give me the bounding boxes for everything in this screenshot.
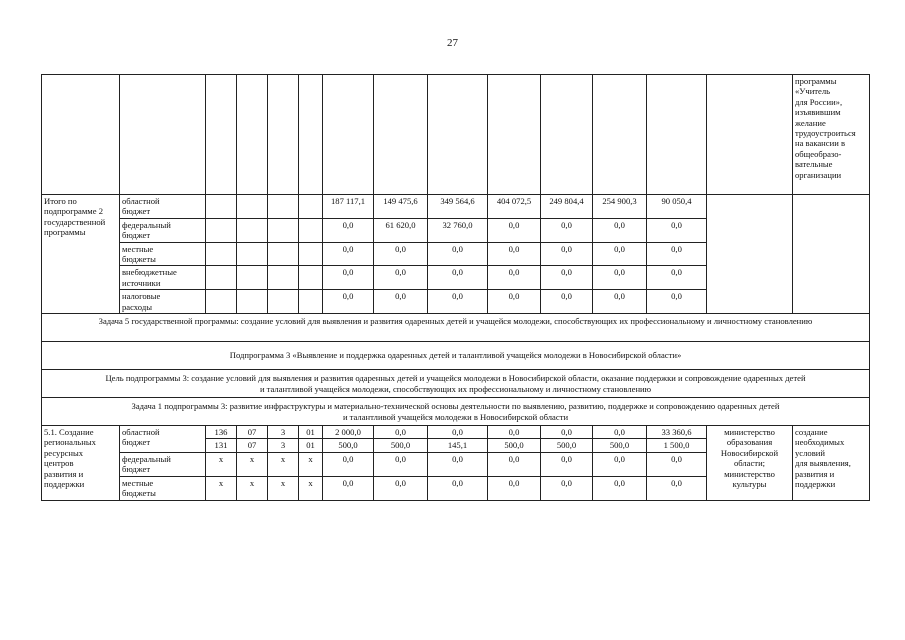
cell-empty	[707, 195, 793, 314]
text-line: бюджет	[122, 230, 151, 241]
value-cell: 0,0	[374, 242, 428, 266]
itogo-label-cell	[42, 195, 120, 314]
value-cell: 0,0	[488, 452, 541, 476]
value-cell: 0,0	[647, 242, 707, 266]
cell-empty	[593, 75, 647, 195]
value-cell: 0,0	[488, 476, 541, 500]
text-line: бюджет	[122, 464, 151, 475]
text-line: федеральный	[122, 453, 171, 464]
value-cell: 0,0	[488, 242, 541, 266]
cell-empty	[237, 266, 268, 290]
value-cell: 500,0	[374, 439, 428, 452]
cell-empty	[299, 290, 323, 314]
text-line: и талантливой учащейся молодежи в Новосибирской области	[342, 411, 569, 422]
code-cell: x	[206, 476, 237, 500]
source-cell	[120, 476, 206, 500]
text-line: для выявления,	[795, 458, 851, 469]
cell-empty	[647, 75, 707, 195]
cell-empty	[299, 242, 323, 266]
value-cell: 349 564,6	[428, 195, 488, 219]
value-cell: 0,0	[541, 218, 593, 242]
value-cell: 500,0	[488, 439, 541, 452]
text-line: и талантливой учащейся молодежи, способствующих их профессиональному и личностному становлению	[259, 383, 652, 394]
text-line: бюджет	[122, 206, 151, 217]
source-cell	[120, 242, 206, 266]
source-cell	[120, 266, 206, 290]
cell-empty	[299, 266, 323, 290]
task1-heading	[42, 398, 870, 426]
value-cell: 0,0	[647, 476, 707, 500]
cell-empty	[268, 195, 299, 219]
text-line: культуры	[732, 479, 767, 490]
cell-empty	[120, 75, 206, 195]
text-line: местные	[122, 477, 154, 488]
table-row	[42, 398, 870, 426]
code-cell: 131	[206, 439, 237, 452]
value-cell: 0,0	[593, 242, 647, 266]
text-line: подпрограмме 2	[44, 206, 103, 217]
code-cell: x	[237, 452, 268, 476]
cell-empty	[268, 290, 299, 314]
value-cell: 0,0	[428, 266, 488, 290]
cell-empty	[206, 75, 237, 195]
text-line: Задача 1 подпрограммы 3: развитие инфраструктуры и материально-технической основы деятельности по выявлению, развитию, поддержке и сопровождению одаренных детей	[131, 401, 780, 412]
cell-empty	[237, 242, 268, 266]
text-line: программы	[795, 76, 837, 86]
value-cell: 33 360,6	[647, 426, 707, 439]
code-cell: 3	[268, 439, 299, 452]
cell-empty	[428, 75, 488, 195]
value-cell: 0,0	[488, 218, 541, 242]
cell-empty	[237, 195, 268, 219]
value-cell: 2 000,0	[323, 426, 374, 439]
value-cell: 0,0	[647, 290, 707, 314]
table-row	[42, 314, 870, 342]
value-cell: 61 620,0	[374, 218, 428, 242]
cell-empty	[299, 195, 323, 219]
source-cell	[120, 218, 206, 242]
text-line: области;	[733, 458, 766, 469]
text-line: общеобразо-	[795, 148, 842, 159]
text-line: министерство	[724, 468, 775, 479]
result-note-cell	[793, 75, 870, 195]
text-line: желание	[795, 117, 826, 128]
code-cell: 3	[268, 426, 299, 439]
program-table	[41, 74, 870, 501]
cell-empty	[237, 290, 268, 314]
code-cell: x	[268, 452, 299, 476]
value-cell: 1 500,0	[647, 439, 707, 452]
value-cell: 0,0	[374, 266, 428, 290]
value-cell: 0,0	[541, 242, 593, 266]
text-line: развития и	[44, 468, 84, 479]
item-name-cell	[42, 426, 120, 500]
text-line: налоговые	[122, 291, 161, 302]
code-cell: x	[237, 476, 268, 500]
value-cell: 0,0	[647, 218, 707, 242]
value-cell: 0,0	[323, 476, 374, 500]
source-cell	[120, 195, 206, 219]
value-cell: 0,0	[541, 266, 593, 290]
text-line: изъявившим	[795, 107, 841, 118]
text-line: внебюджетные	[122, 267, 177, 278]
value-cell: 0,0	[323, 452, 374, 476]
value-cell: 0,0	[323, 218, 374, 242]
text-line: ресурсных	[44, 447, 84, 458]
value-cell: 0,0	[374, 476, 428, 500]
source-cell	[120, 290, 206, 314]
value-cell: 32 760,0	[428, 218, 488, 242]
cell-empty	[299, 218, 323, 242]
value-cell: 0,0	[593, 452, 647, 476]
value-cell: 0,0	[488, 266, 541, 290]
cell-empty	[299, 75, 323, 195]
text-line: необходимых	[795, 437, 845, 448]
value-cell: 149 475,6	[374, 195, 428, 219]
text-line: областной	[122, 196, 160, 206]
code-cell: 07	[237, 439, 268, 452]
code-cell: x	[299, 452, 323, 476]
code-cell: 01	[299, 439, 323, 452]
value-cell: 145,1	[428, 439, 488, 452]
text-line: Новосибирской	[720, 447, 779, 458]
cell-empty	[793, 195, 870, 314]
text-line: на вакансии в	[795, 138, 845, 149]
text-line: источники	[122, 277, 161, 288]
cell-empty	[237, 218, 268, 242]
cell-empty	[268, 75, 299, 195]
task5-heading: Задача 5 государственной программы: создание условий для выявления и развития одаренных детей и учащейся молодежи, способствующих их профессиональному и личностному становлению	[42, 314, 870, 342]
text-line: федеральный	[122, 219, 171, 230]
value-cell: 0,0	[647, 452, 707, 476]
text-line: программы	[44, 227, 86, 238]
value-cell: 500,0	[323, 439, 374, 452]
subprogram3-heading: Подпрограмма 3 «Выявление и поддержка одаренных детей и талантливой учащейся молодежи в Новосибирской области»	[42, 342, 870, 370]
result-cell	[793, 426, 870, 500]
value-cell: 0,0	[593, 290, 647, 314]
value-cell: 0,0	[323, 266, 374, 290]
text-line: поддержки	[795, 479, 836, 490]
cell-empty	[268, 218, 299, 242]
code-cell: 01	[299, 426, 323, 439]
value-cell: 0,0	[428, 452, 488, 476]
text-line: бюджеты	[122, 254, 156, 265]
value-cell: 0,0	[488, 426, 541, 439]
text-line: центров	[44, 458, 74, 469]
value-cell: 90 050,4	[647, 195, 707, 219]
text-line: «Учитель	[795, 86, 831, 97]
value-cell: 0,0	[541, 290, 593, 314]
cell-empty	[541, 75, 593, 195]
cell-empty	[206, 242, 237, 266]
value-cell: 404 072,5	[488, 195, 541, 219]
text-line: региональных	[44, 437, 96, 448]
source-cell	[120, 426, 206, 453]
cell-empty	[374, 75, 428, 195]
code-cell: 136	[206, 426, 237, 439]
value-cell: 500,0	[593, 439, 647, 452]
text-line: расходы	[122, 301, 152, 312]
cell-empty	[268, 266, 299, 290]
code-cell: x	[268, 476, 299, 500]
text-line: образования	[726, 437, 773, 448]
value-cell: 0,0	[593, 426, 647, 439]
table-row	[42, 426, 870, 439]
text-line: трудоустроиться	[795, 128, 856, 139]
value-cell: 0,0	[593, 476, 647, 500]
value-cell: 0,0	[374, 290, 428, 314]
text-line: государственной	[44, 216, 106, 227]
value-cell: 0,0	[428, 426, 488, 439]
value-cell: 0,0	[428, 476, 488, 500]
table-row	[42, 195, 870, 219]
page-number: 27	[447, 37, 458, 49]
value-cell: 0,0	[647, 266, 707, 290]
text-line: для России»,	[795, 96, 843, 107]
cell-empty	[237, 75, 268, 195]
code-cell: 07	[237, 426, 268, 439]
text-line: бюджет	[122, 437, 151, 448]
code-cell: x	[206, 452, 237, 476]
value-cell: 0,0	[323, 290, 374, 314]
text-line: 5.1. Создание	[44, 427, 94, 438]
value-cell: 0,0	[593, 266, 647, 290]
text-line: развития и	[795, 468, 835, 479]
cell-empty	[488, 75, 541, 195]
text-line: поддержки	[44, 479, 85, 490]
cell-empty	[42, 75, 120, 195]
value-cell: 0,0	[323, 242, 374, 266]
text-line: организации	[795, 169, 842, 180]
code-cell: x	[299, 476, 323, 500]
cell-empty	[268, 242, 299, 266]
text-line: местные	[122, 243, 154, 254]
value-cell: 0,0	[488, 290, 541, 314]
text-line: бюджеты	[122, 488, 156, 499]
value-cell: 0,0	[541, 452, 593, 476]
executor-cell	[707, 426, 793, 500]
value-cell: 0,0	[428, 290, 488, 314]
text-line: вательные	[795, 159, 833, 170]
text-line: Цель подпрограммы 3: создание условий для выявления и развития одаренных детей и учащейся молодежи в Новосибирской области, оказание поддержки и сопровождение одаренных детей	[105, 373, 806, 384]
cell-empty	[206, 195, 237, 219]
source-cell	[120, 452, 206, 476]
value-cell: 0,0	[541, 476, 593, 500]
table-row	[42, 370, 870, 398]
cell-empty	[206, 266, 237, 290]
cell-empty	[323, 75, 374, 195]
goal-heading	[42, 370, 870, 398]
value-cell: 0,0	[428, 242, 488, 266]
table-row	[42, 342, 870, 370]
cell-empty	[707, 75, 793, 195]
cell-empty	[206, 290, 237, 314]
value-cell: 0,0	[374, 426, 428, 439]
cell-empty	[206, 218, 237, 242]
text-line: условий	[795, 447, 825, 458]
text-line: Итого по	[44, 196, 77, 206]
value-cell: 0,0	[593, 218, 647, 242]
value-cell: 0,0	[374, 452, 428, 476]
text-line: областной	[122, 427, 160, 438]
value-cell: 0,0	[541, 426, 593, 439]
table-row	[42, 75, 870, 195]
value-cell: 500,0	[541, 439, 593, 452]
value-cell: 254 900,3	[593, 195, 647, 219]
text-line: министерство	[724, 427, 775, 438]
text-line: создание	[795, 427, 828, 438]
value-cell: 187 117,1	[323, 195, 374, 219]
value-cell: 249 804,4	[541, 195, 593, 219]
